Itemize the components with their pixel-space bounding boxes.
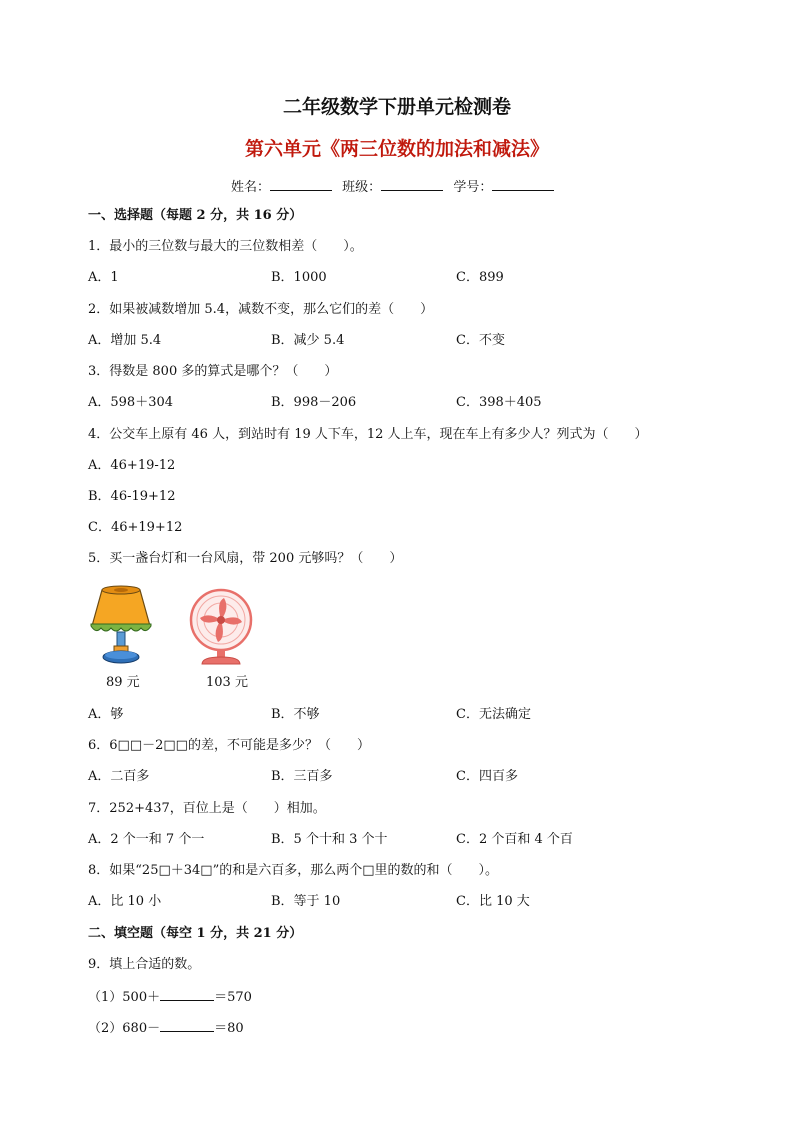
fill-prefix: （1）500＋ [88,990,161,1005]
section-heading: 一、选择题（每题 2 分，共 16 分） [88,208,303,223]
option-c[interactable]: C．398＋405 [456,395,542,410]
option-a[interactable]: A．2 个一和 7 个一 [88,832,205,847]
lamp-icon [88,584,154,668]
option-c[interactable]: C．不变 [456,333,505,348]
option-b[interactable]: B．三百多 [271,769,333,784]
option-b[interactable]: B．等于 10 [271,894,341,909]
id-field[interactable] [492,178,554,191]
name-label: 姓名： [231,180,271,195]
option-a[interactable]: A．598＋304 [88,395,174,410]
fill-line [88,1019,244,1037]
option-c[interactable]: C．899 [456,270,504,285]
option-c[interactable]: C．四百多 [456,769,518,784]
option-b[interactable]: B．46-19+12 [88,489,176,504]
option-a[interactable]: A．增加 5.4 [88,333,162,348]
option-a[interactable]: A．1 [88,270,119,285]
question-text: 7．252+437，百位上是（ ）相加。 [88,801,326,816]
fan-icon [188,588,254,668]
fill-suffix: ＝570 [214,990,252,1005]
answer-blank[interactable] [160,1019,214,1032]
question-text: 5．买一盏台灯和一台风扇，带 200 元够吗？（ ） [88,551,403,566]
question-text: 1．最小的三位数与最大的三位数相差（ ）。 [88,239,363,254]
option-a[interactable]: A．比 10 小 [88,894,162,909]
question-text: 9．填上合适的数。 [88,957,201,972]
option-c[interactable]: C．无法确定 [456,707,531,722]
option-a[interactable]: A．够 [88,707,124,722]
id-label: 学号： [453,180,493,195]
question-text: 8．如果“25□＋34□”的和是六百多，那么两个□里的数的和（ ）。 [88,863,498,878]
question-text: 4．公交车上原有 46 人，到站时有 19 人下车，12 人上车，现在车上有多少人？列式为（ ） [88,427,648,442]
section-heading: 二、填空题（每空 1 分，共 21 分） [88,926,303,941]
class-field[interactable] [381,178,443,191]
question-text: 3．得数是 800 多的算式是哪个？（ ） [88,364,338,379]
option-b[interactable]: B．1000 [271,270,327,285]
fill-line [88,988,252,1006]
page-title: 二年级数学下册单元检测卷 [282,96,511,118]
page-subtitle: 第六单元《两三位数的加法和减法》 [244,138,549,160]
option-b[interactable]: B．5 个十和 3 个十 [271,832,388,847]
option-b[interactable]: B．不够 [271,707,320,722]
question-text: 6．6□□－2□□的差，不可能是多少？（ ） [88,738,370,753]
fan-price: 103 元 [206,675,248,690]
class-label: 班级： [342,180,382,195]
option-a[interactable]: A．46+19-12 [88,458,176,473]
lamp-price: 89 元 [106,675,140,690]
option-a[interactable]: A．二百多 [88,769,150,784]
option-c[interactable]: C．比 10 大 [456,894,530,909]
option-b[interactable]: B．减少 5.4 [271,333,345,348]
option-c[interactable]: C．46+19+12 [88,520,183,535]
fill-prefix: （2）680－ [88,1021,161,1036]
option-b[interactable]: B．998－206 [271,395,357,410]
student-info [231,178,554,196]
question-text: 2．如果被减数增加 5.4，减数不变，那么它们的差（ ） [88,302,434,317]
answer-blank[interactable] [160,988,214,1001]
option-c[interactable]: C．2 个百和 4 个百 [456,832,573,847]
name-field[interactable] [270,178,332,191]
fill-suffix: ＝80 [214,1021,244,1036]
